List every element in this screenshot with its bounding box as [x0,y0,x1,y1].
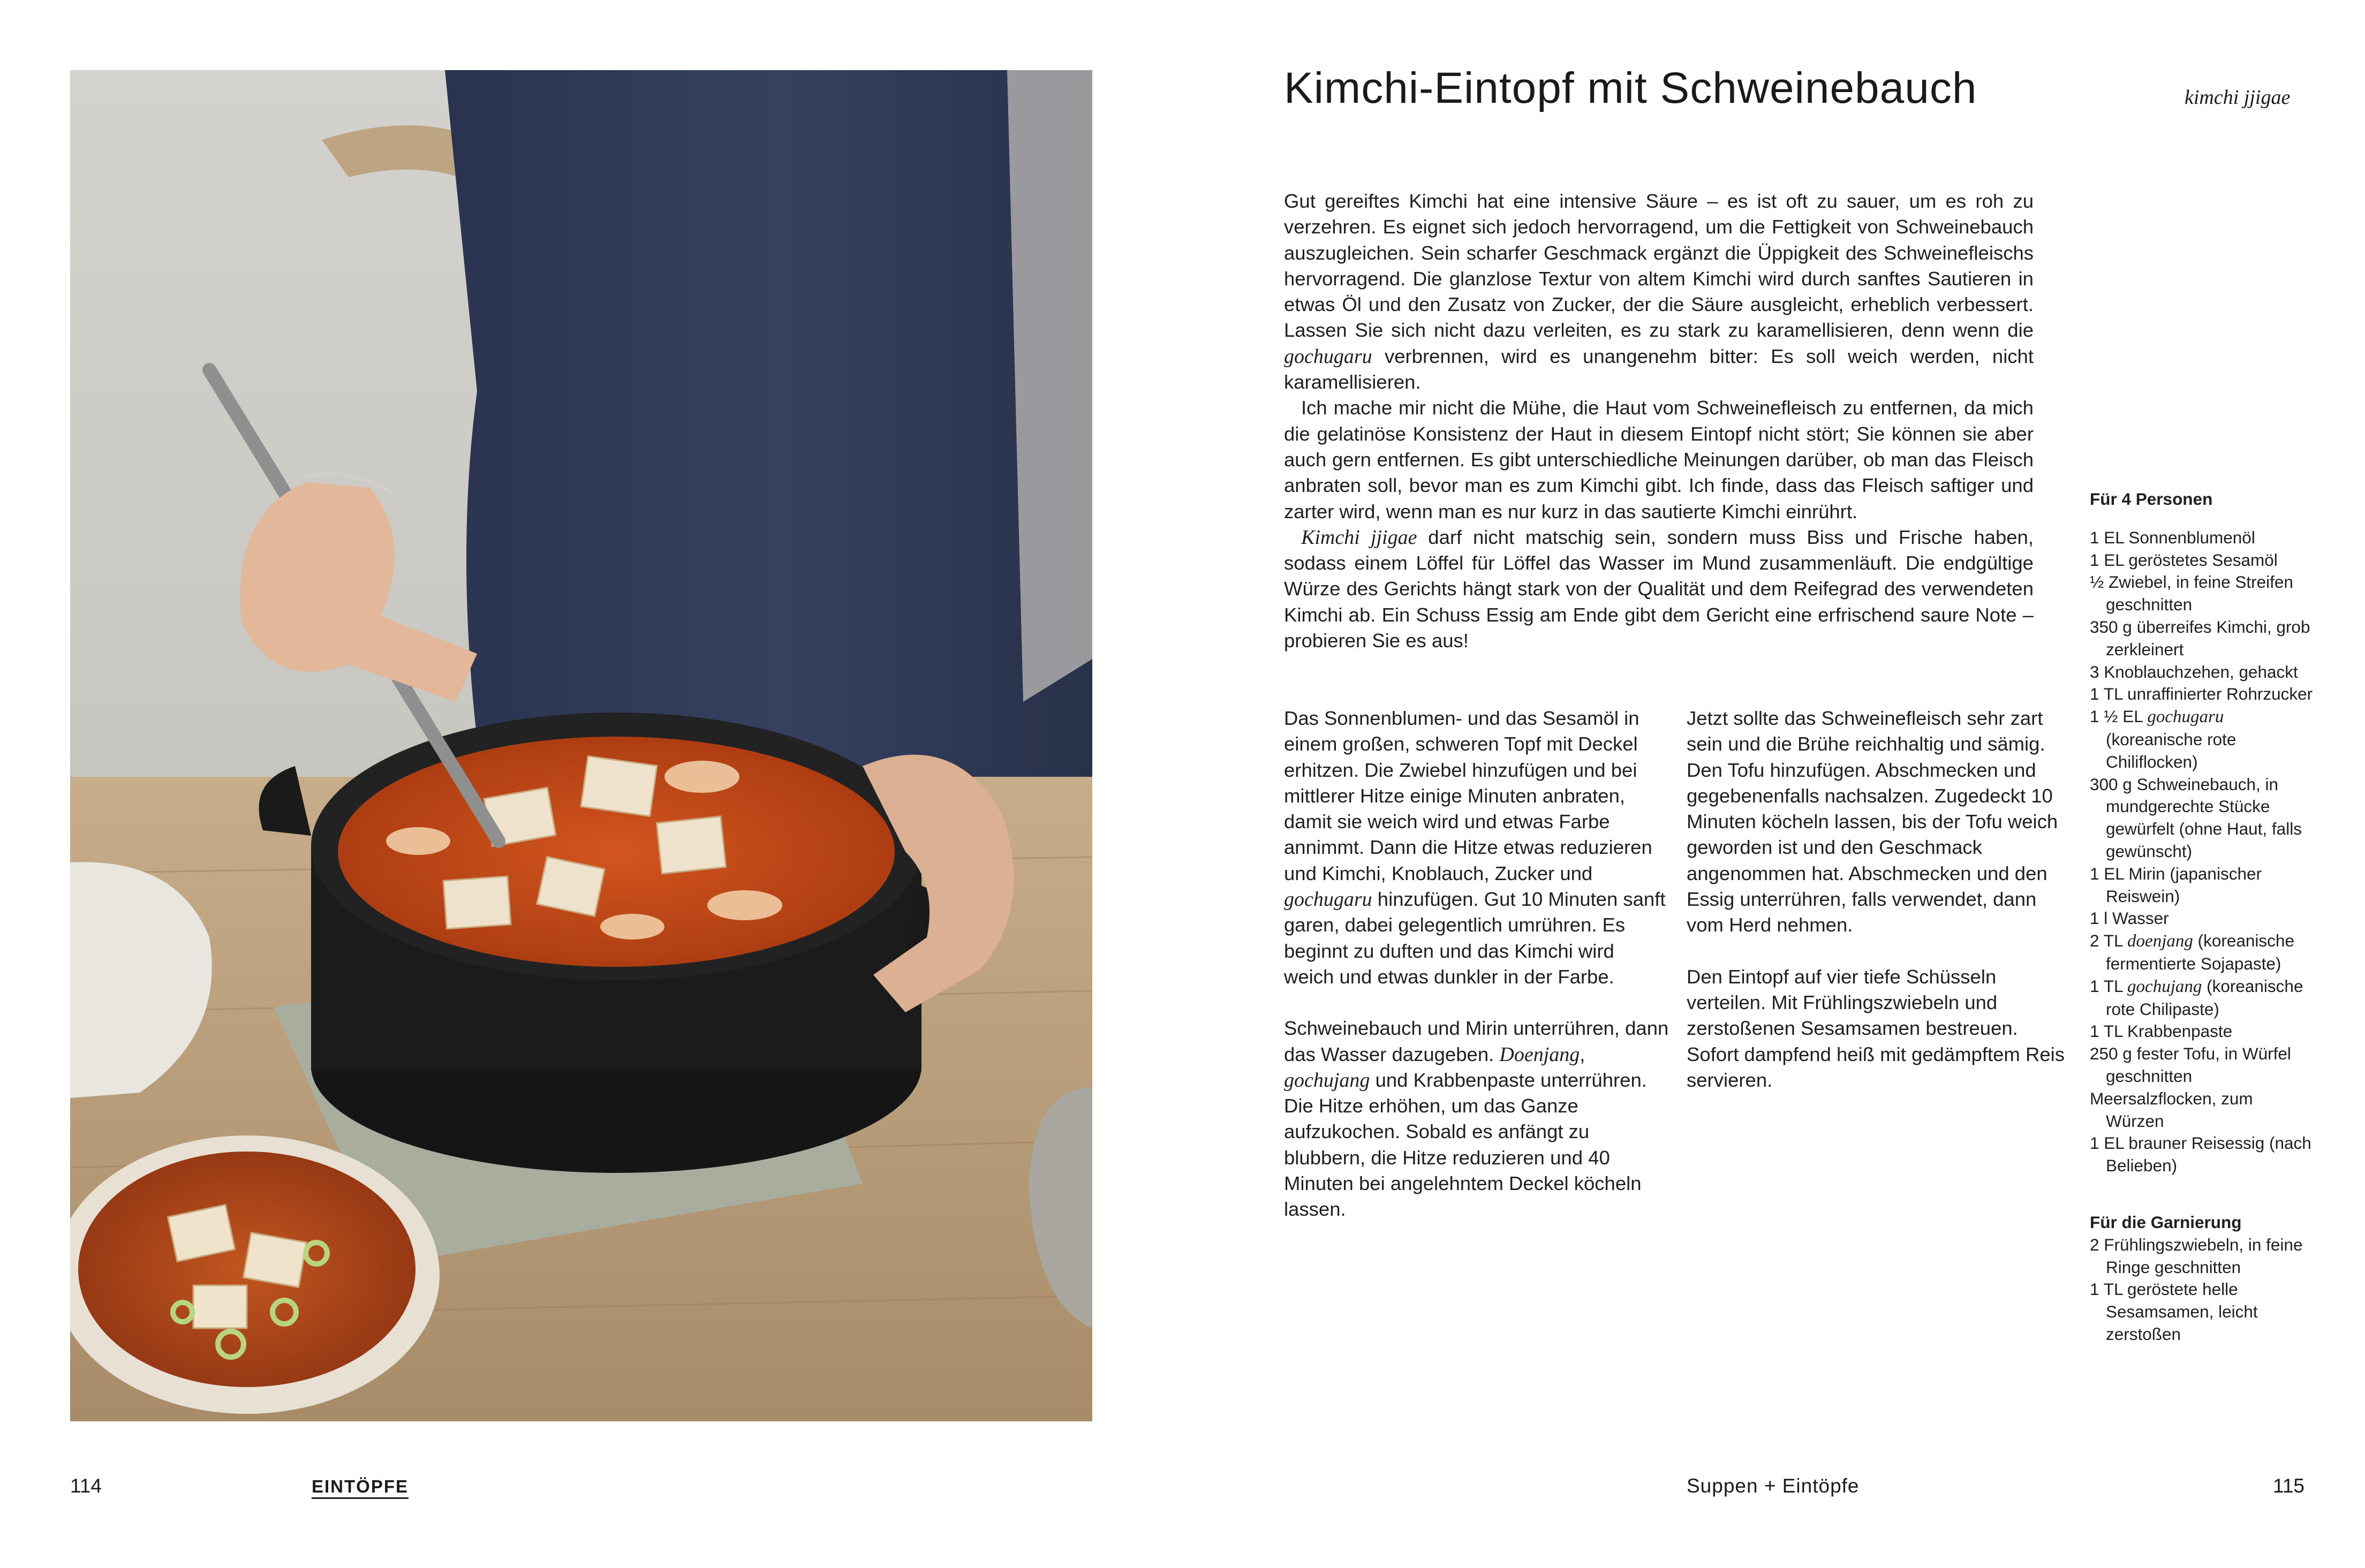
method-step-1: Das Sonnenblumen- und das Sesamöl in einem großen, schweren Topf mit Deckel erhitzen. Die Zwiebel hinzufügen und bei mittlerer Hitze einige Minuten anbraten, damit sie weich wird und etwas Farbe annimmt. Dann die Hitze etwas reduzieren und Kimchi, Knoblauch, Zucker und gochugaru hinzufügen. Gut 10 Minuten sanft garen, dabei gelegentlich umrühren. Es beginnt zu duften und das Kimchi wird weich und etwas dunkler in der Farbe. [1284,707,1666,988]
intro-paragraph-3: Kimchi jjigae darf nicht matschig sein, sondern muss Biss und Frische haben, sodass einem Löffel für Löffel das Wasser im Mund zusammenläuft. Die endgültige Würze des Gerichts hängt stark von der Qualität und dem Reifegrad des verwendeten Kimchi ab. Ein Schuss Essig am Ende gibt dem Gericht eine erfrischend saure Note – probieren Sie es aus! [1284,526,2034,652]
recipe-title: Kimchi-Eintopf mit Schweinebauch [1284,64,1977,112]
method-step-4: Den Eintopf auf vier tiefe Schüsseln verteilen. Mit Frühlingszwiebeln und zerstoßenen Sesamsamen bestreuen. Sofort dampfend heiß mit gedämpftem Reis servieren. [1687,965,2065,1091]
ingredient-item: 1 EL brauner Reisessig (nach Belieben) [2090,1133,2311,1176]
intro-paragraph-2: Ich mache mir nicht die Mühe, die Haut vom Schweinefleisch zu entfernen, da mich die gelatinöse Konsistenz der Haut in diesem Eintopf nicht stört; Sie können sie aber auch gern entfernen. Es gibt unterschiedliche Meinungen darüber, ob man das Fleisch anbraten soll, bevor man es zum Kimchi gibt. Ich finde, dass das Fleisch saftiger und zarter wird, wenn man es nur kurz in das sautierte Kimchi einrührt. [1284,397,2034,522]
ingredient-item: 2 TL doenjang (koreanische fermentierte Sojapaste) [2090,931,2294,973]
intro-text [1284,188,2034,654]
garnish-item: 1 TL geröstete helle Sesamsamen, leicht zerstoßen [2090,1279,2258,1344]
section-label-left: EINTÖPFE [312,1476,409,1496]
food-photo [70,70,1092,1421]
ingredient-item: 250 g fester Tofu, in Würfel geschnitten [2090,1044,2291,1086]
ingredient-item: 1 ½ EL gochugaru (koreanische rote Chiliflocken) [2090,707,2236,771]
ingredient-item: 1 TL unraffinierter Rohrzucker [2090,684,2313,704]
ingredient-item: 1 TL gochujang (koreanische rote Chilipaste) [2090,976,2303,1019]
ingredient-item: 1 EL geröstetes Sesamöl [2090,550,2278,570]
ingredient-item: 1 TL Krabbenpaste [2090,1021,2233,1041]
ingredient-item: 3 Knoblauchzehen, gehackt [2090,662,2298,681]
method-column-2 [1687,706,2067,1093]
ingredients-heading: Für 4 Personen [2090,489,2213,509]
method-step-2: Schweinebauch und Mirin unterrühren, dann das Wasser dazugeben. Doenjang, gochujang und Krabbenpaste unterrühren. Die Hitze erhöhen, um das Ganze aufzukochen. Sobald es anfängt zu blubbern, die Hitze reduzieren und 40 Minuten bei angelehntem Deckel köcheln lassen. [1284,1017,1669,1221]
garnish-heading: Für die Garnierung [2090,1212,2242,1232]
ingredient-item: 1 EL Mirin (japanischer Reiswein) [2090,863,2262,906]
intro-paragraph-1: Gut gereiftes Kimchi hat eine intensive Säure – es ist oft zu sauer, um es roh zu verzehren. Es eignet sich jedoch hervorragend, um die Fettigkeit von Schweinebauch auszugleichen. Sein scharfer Geschmack ergänzt die Üppigkeit des Schweinefleischs hervorragend. Die glanzlose Textur von altem Kimchi wird durch sanftes Sautieren in etwas Öl und den Zusatz von Zucker, der die Säure ausgleicht, erheblich verbessert. Lassen Sie sich nicht dazu verleiten, es zu stark zu karamellisieren, denn wenn die gochugaru verbrennen, wird es unangenehm bitter: Es soll weich werden, nicht karamellisieren. [1284,190,2034,393]
ingredient-item: Meersalzflocken, zum Würzen [2090,1088,2253,1131]
garnish-item: 2 Frühlingszwiebeln, in feine Ringe geschnitten [2090,1234,2303,1277]
section-label-right: Suppen + Eintöpfe [1687,1475,1860,1497]
ingredient-item: ½ Zwiebel, in feine Streifen geschnitten [2090,572,2293,615]
recipe-subtitle: kimchi jjigae [2185,86,2291,109]
method-step-3: Jetzt sollte das Schweinefleisch sehr zart sein und die Brühe reichhaltig und sämig. Den Tofu hinzufügen. Abschmecken und gegebenenfalls nachsalzen. Zugedeckt 10 Minuten köcheln lassen, bis der Tofu weich geworden ist und den Geschmack angenommen hat. Abschmecken und den Essig unterrühren, falls verwendet, dann vom Herd nehmen. [1687,707,2058,936]
ingredient-item: 1 EL Sonnenblumenöl [2090,527,2255,547]
ingredient-item: 1 l Wasser [2090,908,2169,928]
method-column-1 [1284,706,1669,1223]
ingredient-item: 300 g Schweinebauch, in mundgerechte Stücke gewürfelt (ohne Haut, falls gewünscht) [2090,774,2302,861]
ingredient-item: 350 g überreifes Kimchi, grob zerkleinert [2090,617,2310,659]
page-number-left: 114 [70,1475,102,1497]
ingredients-list [2090,488,2315,1346]
page-number-right: 115 [2273,1475,2304,1497]
